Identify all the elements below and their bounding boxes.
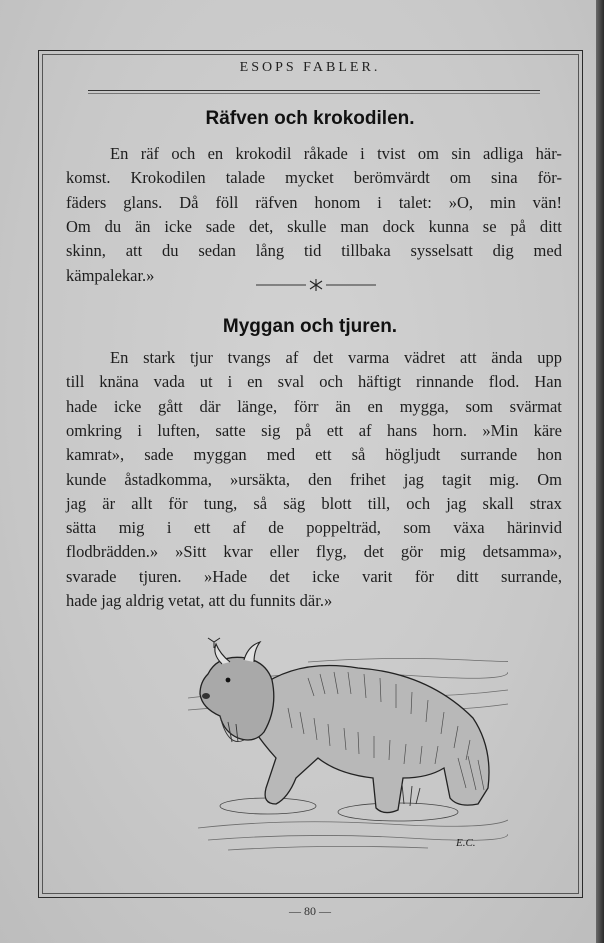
text-line: kämpalekar.» [66,265,155,285]
text-line: flodbrädden.» »Sitt kvar eller flyg, det gör mig detsamma», [66,542,562,562]
fable2-title: Myggan och tjuren. [222,316,398,337]
header-rule [88,90,540,94]
section-divider-ornament [256,276,376,292]
text-line: En stark tjur tvangs af det varma vädret att ända upp [110,348,562,367]
text-line: svarade tjuren. »Hade det icke varit för ditt surrande, [66,566,562,586]
text-line: kamrat», sade myggan med ett så högljudt surrande hon [66,445,562,465]
page-number: — 80 — [289,904,331,918]
text-line: sätta mig i ett af de poppelträd, som växa härinvid [66,518,562,538]
text-line: hade icke gått där länge, förr än en mygga, som svärmat [66,396,562,416]
text-line: hade jag aldrig vetat, att du funnits där.» [66,591,333,610]
running-head: ESOPS FABLER. [239,60,381,75]
text-line: En räf och en krokodil råkade i tvist om sin adliga här- [110,144,562,163]
illustration-signature: E.C. [456,837,476,849]
text-line: komst. Krokodilen talade mycket berömvärdt om sina för- [66,168,562,188]
fable1-title: Räfven och krokodilen. [205,108,415,129]
text-line: kunde åstadkomma, »ursäkta, den frihet jag tagit mig. Om [66,469,562,489]
page-edge [596,0,604,943]
text-line: skinn, att du sedan lång tid tillbaka sysselsatt dig med [66,241,562,261]
text-line: omkring i luften, satte sig på ett af hans horn. »Min käre [66,420,562,440]
bull-illustration [188,628,508,858]
text-line: till knäna vada ut i en sval och häftigt rinnande flod. Han [66,372,562,392]
text-line: Om du än icke sade det, skulle man dock kunna se på ditt [66,216,562,236]
text-line: jag är allt för tung, så säg blott till, och jag skall strax [66,493,562,513]
text-line: fäders glans. Då föll räfven honom i talet: »O, min vän! [66,192,562,212]
